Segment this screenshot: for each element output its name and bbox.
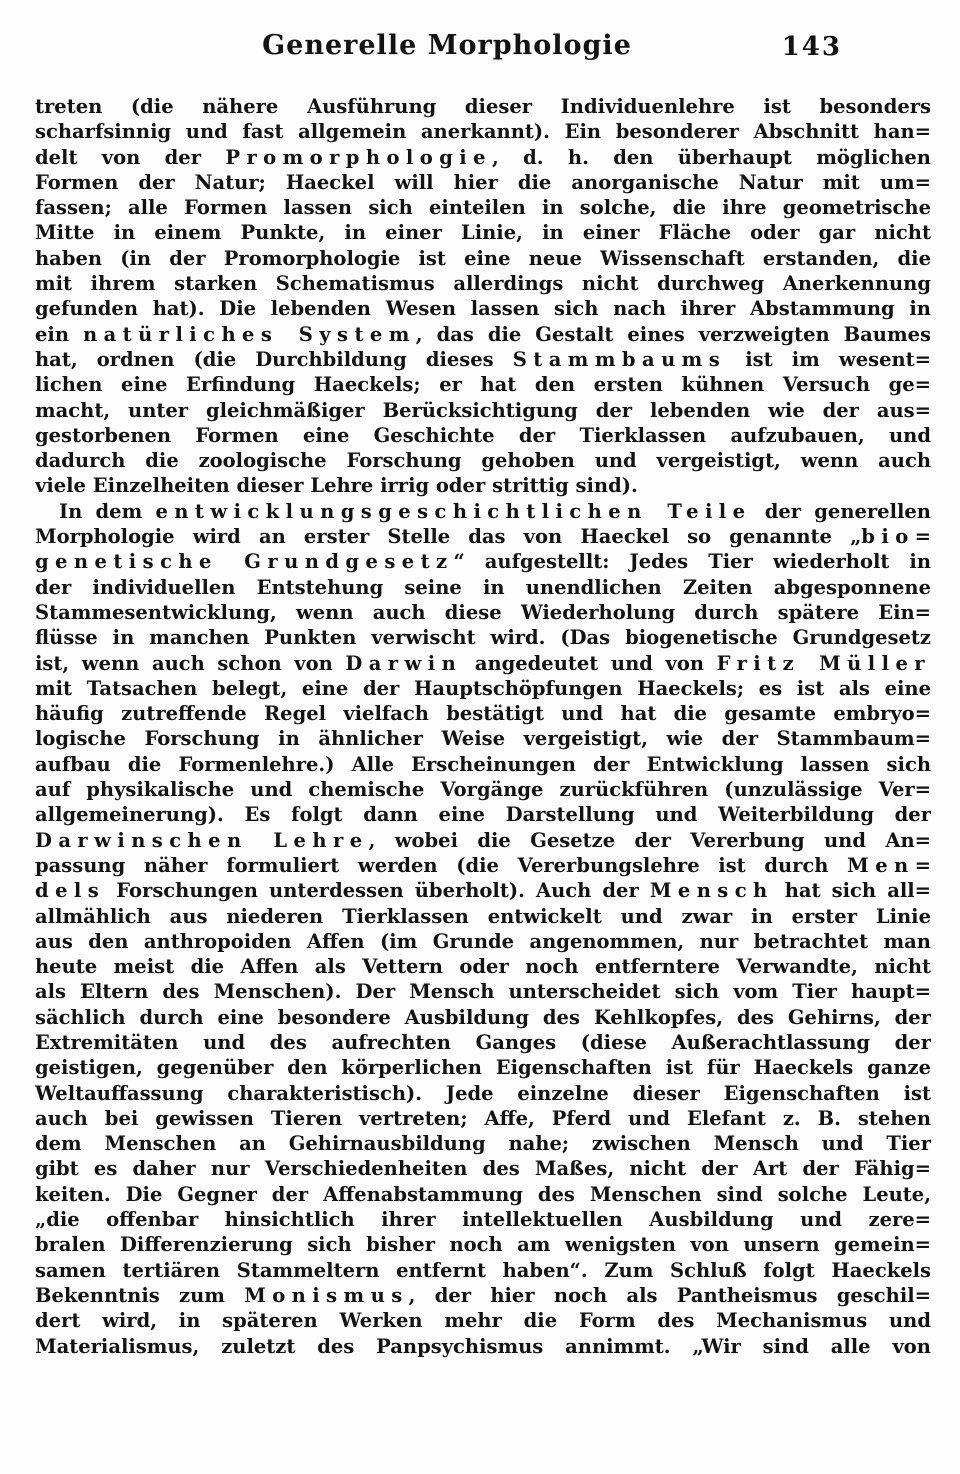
text-line: dem Menschen an Gehirnausbildung nahe; zwischen Mensch und Tier [35, 1132, 931, 1156]
text-line: gestorbenen Formen eine Geschichte der Tierklassen aufzubauen, und [35, 423, 931, 447]
text-line: Extremitäten und des aufrechten Ganges (diese Außerachtlassung der [35, 1030, 931, 1054]
text-line: geistigen, gegenüber den körperlichen Eigenschaften ist für Haeckels ganze [35, 1056, 931, 1080]
text-line: bralen Differenzierung sich bisher noch am wenigsten von unsern gemein= [35, 1233, 931, 1257]
text-line: als Eltern des Menschen). Der Mensch unterscheidet sich vom Tier haupt= [35, 980, 931, 1004]
text-line: heute meist die Affen als Vettern oder noch entferntere Verwandte, nicht [35, 955, 931, 979]
text-line: dadurch die zoologische Forschung gehoben und vergeistigt, wenn auch [35, 449, 931, 473]
text-line: dels Forschungen unterdessen überholt). Auch der Mensch hat sich all= [35, 879, 931, 903]
text-line: delt von der Promorphologie, d. h. den überhaupt möglichen [35, 145, 931, 169]
text-line: passung näher formuliert werden (die Vererbungslehre ist durch Men= [35, 853, 931, 877]
text-line: „die offenbar hinsichtlich ihrer intellektuellen Ausbildung und zere= [35, 1208, 931, 1232]
text-line: Materialismus, zuletzt des Panpsychismus annimmt. „Wir sind alle von [35, 1334, 931, 1358]
text-line: Darwinschen Lehre, wobei die Gesetze der Vererbung und An= [35, 828, 931, 852]
text-line: auf physikalische und chemische Vorgänge zurückführen (unzulässige Ver= [35, 778, 931, 802]
text-line: Morphologie wird an erster Stelle das von Haeckel so genannte „bio= [35, 525, 931, 549]
text-line: gefunden hat). Die lebenden Wesen lassen sich nach ihrer Abstammung in [35, 297, 931, 321]
text-line: häufig zutreffende Regel vielfach bestätigt und hat die gesamte embryo= [35, 702, 931, 726]
text-line: genetische Grundgesetz“ aufgestellt: Jedes Tier wiederholt in [35, 550, 931, 574]
text-line: macht, unter gleichmäßiger Berücksichtigung der lebenden wie der aus= [35, 398, 931, 422]
emphasized-spaced-text: Men [847, 853, 915, 877]
emphasized-spaced-text: Promorphologie [225, 145, 492, 169]
text-line: samen tertiären Stammeltern entfernt haben“. Zum Schluß folgt Haeckels [35, 1258, 931, 1282]
text-line: Stammesentwicklung, wenn auch diese Wiederholung durch spätere Ein= [35, 600, 931, 624]
text-line: Formen der Natur; Haeckel will hier die anorganische Natur mit um= [35, 170, 931, 194]
emphasized-spaced-text: Monismus [244, 1283, 409, 1307]
text-line: In dem entwicklungsgeschichtlichen Teile der generellen [59, 499, 931, 523]
emphasized-spaced-text: genetische Grundgesetz [35, 550, 454, 574]
emphasized-spaced-text: entwicklungsgeschichtlichen Teile [155, 499, 752, 523]
text-line: der individuellen Entstehung seine in unendlichen Zeiten abgesponnene [35, 575, 931, 599]
text-line: aufbau die Formenlehre.) Alle Erscheinungen der Entwicklung lassen sich [35, 752, 931, 776]
text-line: keiten. Die Gegner der Affenabstammung des Menschen sind solche Leute, [35, 1182, 931, 1206]
emphasized-spaced-text: Stammbaums [512, 347, 727, 371]
text-line: dert wird, in späteren Werken mehr die Form des Mechanismus und [35, 1309, 931, 1333]
page-header [0, 30, 960, 66]
text-line: viele Einzelheiten dieser Lehre irrig oder strittig sind). [35, 474, 638, 498]
text-line: flüsse in manchen Punkten verwischt wird. (Das biogenetische Grundgesetz [35, 626, 931, 650]
text-line: sächlich durch eine besondere Ausbildung des Kehlkopfes, des Gehirns, der [35, 1005, 931, 1029]
page-number: 143 [781, 32, 842, 62]
text-line: aus den anthropoiden Affen (im Grunde angenommen, nur betrachtet man [35, 929, 931, 953]
text-line: scharfsinnig und fast allgemein anerkannt). Ein besonderer Abschnitt han= [35, 120, 931, 144]
emphasized-spaced-text: dels [35, 879, 106, 903]
text-line: gibt es daher nur Verschiedenheiten des Maßes, nicht der Art der Fähig= [35, 1157, 931, 1181]
text-line: Mitte in einem Punkte, in einer Linie, in einer Fläche oder gar nicht [35, 221, 931, 245]
text-line: treten (die nähere Ausführung dieser Individuenlehre ist besonders [35, 95, 931, 118]
emphasized-spaced-text: Darwinschen Lehre [35, 828, 369, 852]
text-line: mit ihrem starken Schematismus allerdings nicht durchweg Anerkennung [35, 272, 931, 296]
text-line: ist, wenn auch schon von Darwin angedeutet und von Fritz Müller [35, 651, 931, 675]
emphasized-spaced-text: Fritz Müller [716, 651, 931, 675]
text-line: lichen eine Erfindung Haeckels; er hat den ersten kühnen Versuch ge= [35, 373, 931, 397]
text-line: fassen; alle Formen lassen sich einteilen in solche, die ihre geometrische [35, 196, 931, 220]
emphasized-spaced-text: natürliches System [83, 322, 416, 346]
text-line: Bekenntnis zum Monismus, der hier noch als Pantheismus geschil= [35, 1283, 931, 1307]
body-text [35, 94, 931, 1359]
text-line: haben (in der Promorphologie ist eine neue Wissenschaft erstanden, die [35, 246, 931, 270]
text-line: ein natürliches System, das die Gestalt eines verzweigten Baumes [35, 322, 931, 346]
text-line: Weltauffassung charakteristisch). Jede einzelne dieser Eigenschaften ist [35, 1081, 931, 1105]
running-title: Generelle Morphologie [262, 30, 632, 61]
text-line: auch bei gewissen Tieren vertreten; Affe, Pferd und Elefant z. B. stehen [35, 1106, 931, 1130]
emphasized-spaced-text: Darwin [345, 651, 463, 675]
text-line: logische Forschung in ähnlicher Weise vergeistigt, wie der Stammbaum= [35, 727, 931, 751]
text-line: hat, ordnen (die Durchbildung dieses Stammbaums ist im wesent= [35, 347, 931, 371]
emphasized-spaced-text: bio [861, 525, 915, 549]
text-line: mit Tatsachen belegt, eine der Hauptschöpfungen Haeckels; es ist als eine [35, 676, 931, 700]
text-line: allmählich aus niederen Tierklassen entwickelt und zwar in erster Linie [35, 904, 931, 928]
text-line: allgemeinerung). Es folgt dann eine Darstellung und Weiterbildung der [35, 803, 931, 827]
emphasized-spaced-text: Mensch [649, 879, 774, 903]
